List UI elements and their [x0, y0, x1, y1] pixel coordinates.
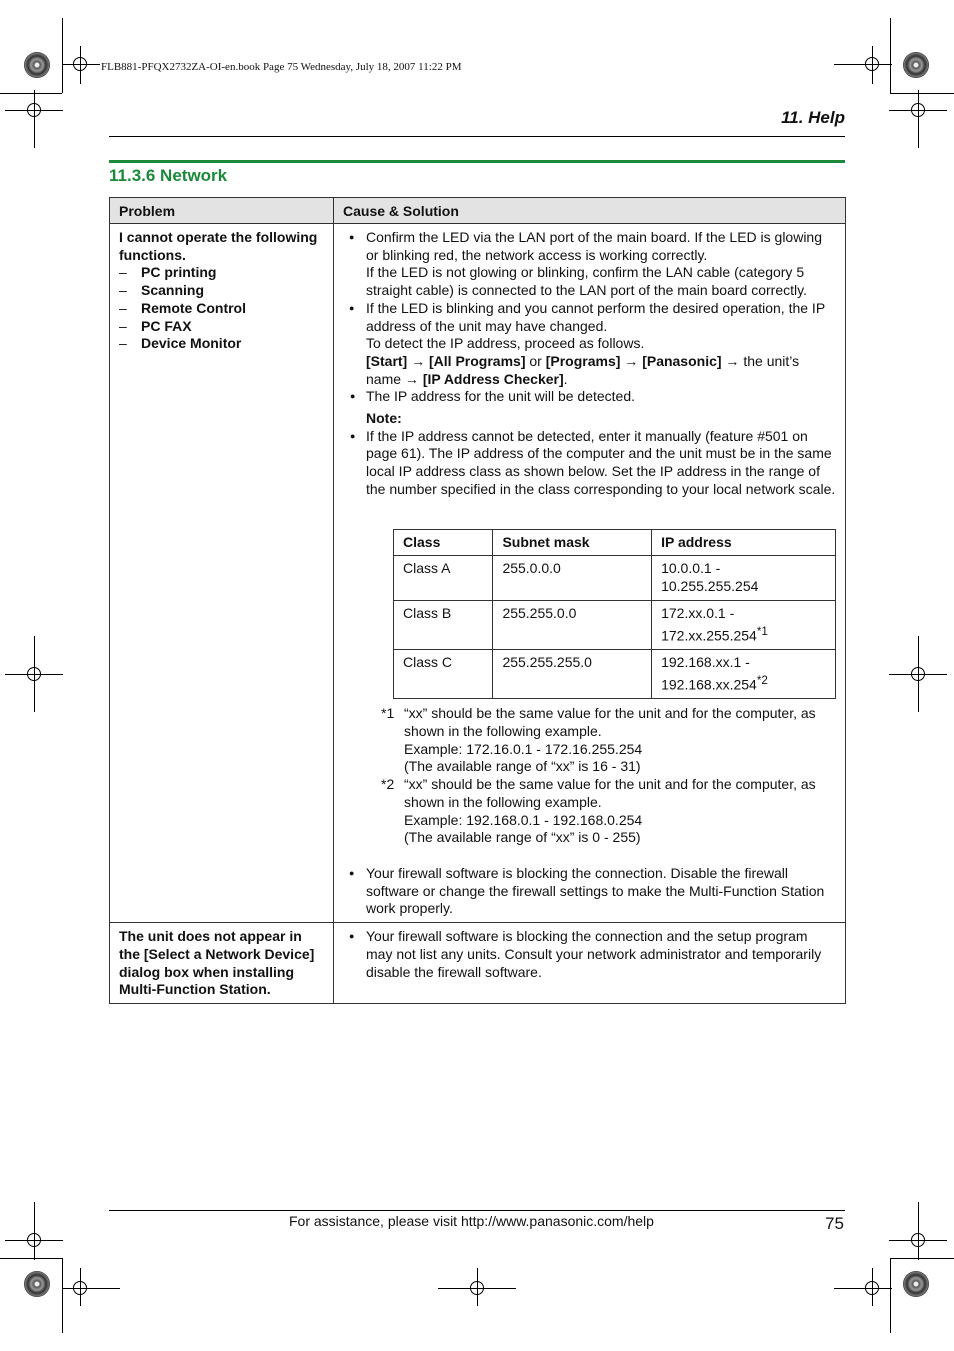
list-item: – Device Monitor — [119, 335, 324, 353]
path-the: the — [743, 352, 763, 369]
ip-range — [652, 650, 836, 699]
table-row — [394, 556, 836, 601]
path-units-name: unit’s name — [366, 352, 800, 387]
ip-subnet: 255.255.0.0 — [493, 601, 652, 650]
registration-ball-bottom-left — [24, 1271, 50, 1297]
section-rule — [109, 160, 845, 163]
column-header-cause-solution: Cause & Solution — [334, 198, 846, 224]
menu-path: [Start] → [All Programs] or [Programs] → [Panasonic] → the unit’s name → [IP Address Checker]. — [366, 352, 800, 387]
footnote-mark: *2 — [381, 776, 395, 793]
path-ip-address-checker: [IP Address Checker] — [422, 370, 564, 387]
solution-cell — [334, 224, 846, 923]
function-list — [119, 264, 324, 353]
footnote-mark: *1 — [381, 705, 395, 722]
ip-table-header-row — [394, 529, 836, 556]
registration-ball-top-left — [24, 52, 50, 78]
section-title: 11.3.6 Network — [109, 166, 228, 185]
footnotes — [343, 705, 836, 847]
path-panasonic: [Panasonic] — [642, 352, 722, 369]
table-row — [394, 601, 836, 650]
problem-text-end: dialog box when installing Multi-Function Station. — [119, 963, 295, 998]
ip-class: Class A — [394, 556, 493, 601]
path-result: ● The IP address for the unit will be detected. — [343, 388, 836, 406]
ip-subnet: 255.0.0.0 — [493, 556, 652, 601]
footnote-text: “xx” should be the same value for the unit and for the computer, as shown in the following example. — [404, 776, 816, 810]
ip-class: Class C — [394, 650, 493, 699]
ip-subnet: 255.255.255.0 — [493, 650, 652, 699]
footnote-ref: *1 — [756, 624, 768, 638]
path-start: [Start] — [366, 352, 408, 369]
footer-rule — [109, 1210, 845, 1211]
ip-range-start: 192.168.xx.1 - — [661, 654, 750, 671]
table-row — [394, 650, 836, 699]
ip-class-table — [393, 529, 836, 700]
page-number: 75 — [825, 1214, 844, 1233]
troubleshooting-table — [109, 197, 846, 1004]
solution-cell — [334, 923, 846, 1004]
footnote-range: (The available range of “xx” is 0 - 255) — [404, 829, 641, 846]
ip-header-address: IP address — [652, 529, 836, 556]
table-row — [110, 224, 846, 923]
footnote-range: (The available range of “xx” is 16 - 31) — [404, 758, 641, 775]
list-item: – PC printing — [119, 264, 324, 282]
ip-range-end: 192.168.xx.254 — [661, 676, 757, 693]
bullet-led-check — [343, 229, 836, 300]
path-or: or — [529, 352, 542, 369]
ip-range — [652, 601, 836, 650]
footnote-2 — [343, 776, 836, 847]
registration-ball-bottom-right — [903, 1271, 929, 1297]
ip-header-subnet: Subnet mask — [493, 529, 652, 556]
registration-ball-top-right — [903, 52, 929, 78]
problem-cell — [110, 224, 334, 923]
ip-range — [652, 556, 836, 601]
bullet-firewall: ● Your firewall software is blocking the connection. Disable the firewall software or change the firewall settings to make the Multi-Function Station work properly. — [343, 865, 836, 918]
table-row — [110, 923, 846, 1004]
bullet-firewall-setup: ● Your firewall software is blocking the connection and the setup program may not list any units. Consult your network administrator and temporarily disable the firewall software. — [343, 928, 836, 981]
list-item: – Scanning — [119, 282, 324, 300]
table-header-row — [110, 198, 846, 224]
ip-range-end: 172.xx.255.254 — [661, 627, 757, 644]
problem-cell — [110, 923, 334, 1004]
footnote-text: “xx” should be the same value for the unit and for the computer, as shown in the following example. — [404, 705, 816, 740]
list-item: – PC FAX — [119, 318, 324, 336]
bullet-text-continued: If the LED is not glowing or blinking, confirm the LAN cable (category 5 straight cable) is connected to the LAN port of the main board correctly. — [366, 264, 807, 299]
footer-assistance: For assistance, please visit http://www.panasonic.com/help — [289, 1213, 654, 1229]
note-text: ● If the IP address cannot be detected, enter it manually (feature #501 on page 61). The IP address of the computer and the unit must be in the same local IP address class as shown below. Set the IP address in the range of the number specified in the class corresponding to your local network scale. — [343, 428, 836, 499]
note-label: Note: — [366, 410, 402, 427]
chapter-title: 11. Help — [781, 108, 845, 127]
footnote-example: Example: 172.16.0.1 - 172.16.255.254 — [404, 740, 643, 757]
path-end: . — [563, 370, 568, 387]
bullet-text: Confirm the LED via the LAN port of the main board. If the LED is glowing or blinking red, the network access is working correctly. — [366, 229, 823, 263]
problem-dialog-name: [Select a Network Device] — [143, 945, 315, 962]
problem-text: The unit does not appear in the — [119, 928, 302, 962]
column-header-problem: Problem — [110, 198, 334, 224]
ip-range-start: 172.xx.0.1 - — [661, 605, 735, 622]
print-slug: FLB881-PFQX2732ZA-OI-en.book Page 75 Wednesday, July 18, 2007 11:22 PM — [101, 61, 462, 73]
bullet-text-continued: To detect the IP address, proceed as follows. — [366, 335, 645, 352]
path-programs: [Programs] — [545, 352, 621, 369]
ip-class: Class B — [394, 601, 493, 650]
path-all-programs: [All Programs] — [429, 352, 526, 369]
footnote-1 — [343, 705, 836, 776]
bullet-text: If the LED is blinking and you cannot perform the desired operation, the IP address of the unit may have changed. — [366, 299, 825, 334]
bullet-ip-changed — [343, 300, 836, 389]
list-item: – Remote Control — [119, 300, 324, 318]
header-rule — [109, 136, 845, 137]
ip-header-class: Class — [394, 529, 493, 556]
ip-range-end: 10.255.255.254 — [661, 577, 759, 594]
footnote-ref: *2 — [756, 674, 768, 688]
footnote-example: Example: 192.168.0.1 - 192.168.0.254 — [404, 811, 643, 828]
problem-intro: I cannot operate the following functions. — [119, 229, 318, 263]
ip-range-start: 10.0.0.1 - — [661, 560, 721, 577]
